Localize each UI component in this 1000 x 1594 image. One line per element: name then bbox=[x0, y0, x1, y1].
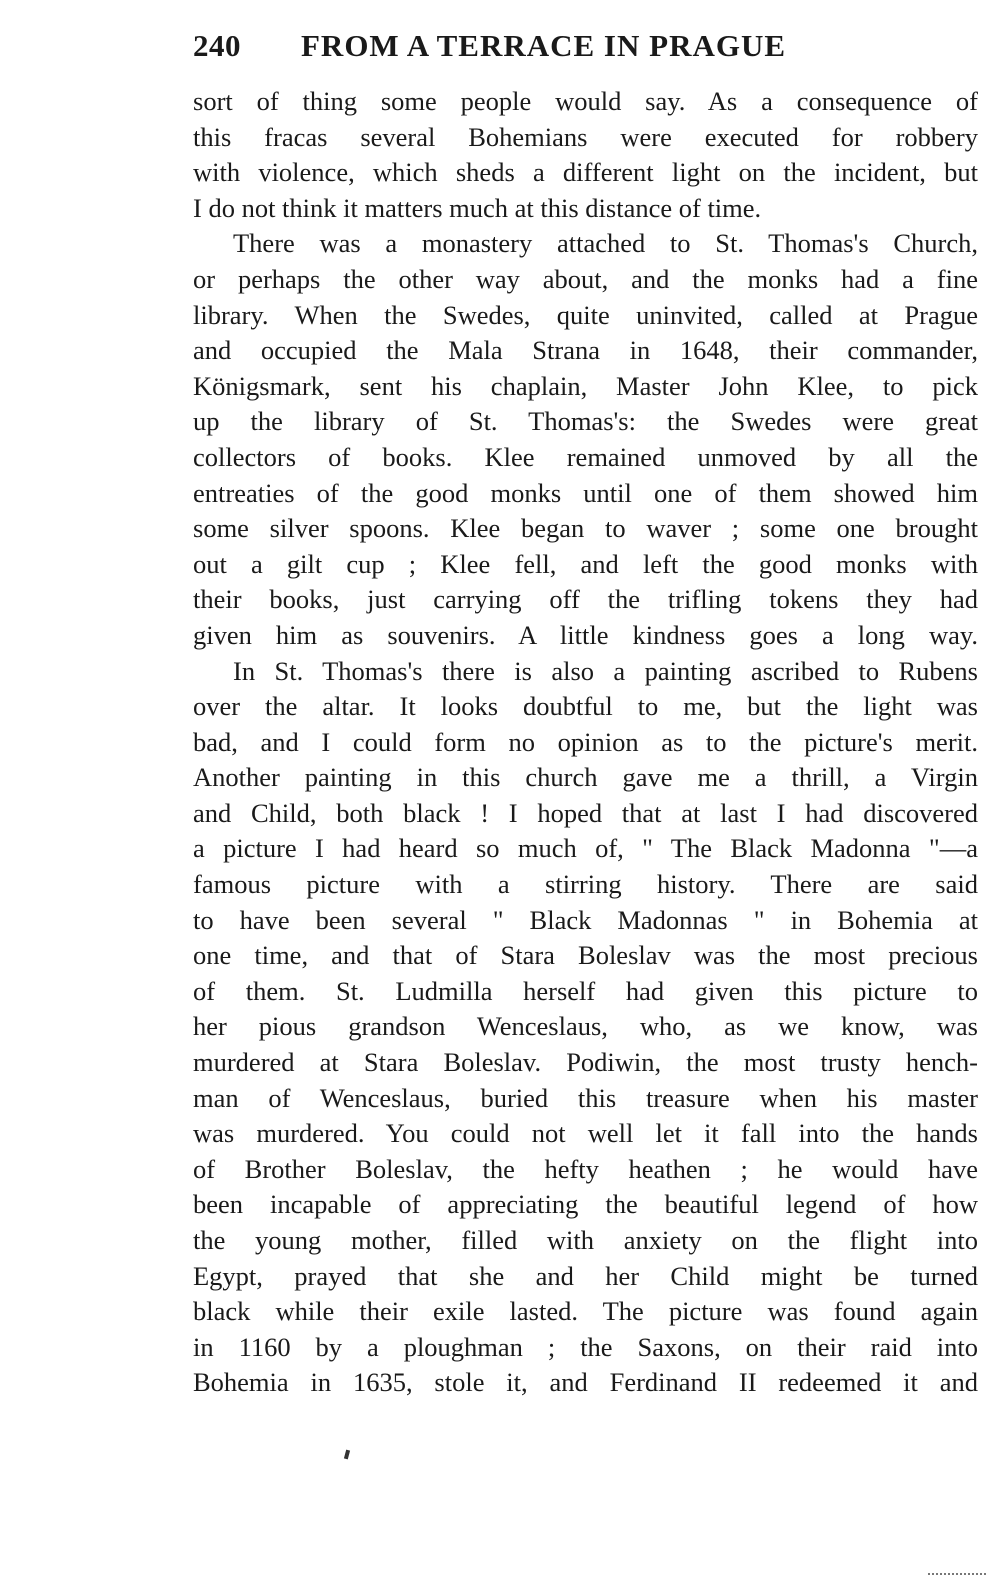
text-line: one time, and that of Stara Boleslav was the most precious bbox=[193, 940, 978, 971]
text-line: her pious grandson Wenceslaus, who, as we know, was bbox=[193, 1011, 978, 1042]
text-line: There was a monastery attached to St. Thomas's Church, bbox=[233, 228, 978, 259]
text-line: was murdered. You could not well let it fall into the hands bbox=[193, 1118, 978, 1149]
text-line: the young mother, filled with anxiety on the flight into bbox=[193, 1225, 978, 1255]
text-line: library. When the Swedes, quite uninvited, called at Prague bbox=[193, 299, 978, 330]
text-line: with violence, which sheds a different light on the incident, but bbox=[193, 157, 978, 188]
text-line: Another painting in this church gave me a thrill, a Virgin bbox=[193, 762, 978, 793]
text-line: some silver spoons. Klee began to waver ; some one brought bbox=[193, 513, 978, 544]
text-line: Egypt, prayed that she and her Child might be turned bbox=[193, 1260, 978, 1291]
page-number: 240 bbox=[193, 28, 241, 63]
running-title: FROM A TERRACE IN PRAGUE bbox=[301, 28, 787, 63]
text-line: and Child, both black ! I hoped that at last I had discovered bbox=[193, 797, 978, 828]
text-line: given him as souvenirs. A little kindness goes a long way. bbox=[193, 619, 978, 650]
text-line: Königsmark, sent his chaplain, Master John Klee, to pick bbox=[193, 370, 978, 401]
text-line: of Brother Boleslav, the hefty heathen ; he would have bbox=[193, 1153, 978, 1184]
running-head bbox=[193, 28, 978, 72]
text-line: up the library of St. Thomas's: the Swedes were great bbox=[193, 406, 978, 437]
text-line: of them. St. Ludmilla herself had given this picture to bbox=[193, 975, 978, 1006]
text-line: or perhaps the other way about, and the monks had a fine bbox=[193, 263, 978, 294]
text-line: black while their exile lasted. The picture was found again bbox=[193, 1296, 978, 1327]
text-line: bad, and I could form no opinion as to the picture's merit. bbox=[193, 726, 978, 757]
text-line: out a gilt cup ; Klee fell, and left the good monks with bbox=[193, 548, 978, 579]
text-line: in 1160 by a ploughman ; the Saxons, on their raid into bbox=[193, 1331, 978, 1362]
text-line: Bohemia in 1635, stole it, and Ferdinand II redeemed it and bbox=[193, 1367, 978, 1398]
ink-speck bbox=[344, 1450, 350, 1460]
text-line: entreaties of the good monks until one of them showed him bbox=[193, 477, 978, 508]
text-line: to have been several " Black Madonnas " in Bohemia at bbox=[193, 904, 978, 935]
text-line: a picture I had heard so much of, " The Black Madonna "—a bbox=[193, 833, 978, 864]
text-line: In St. Thomas's there is also a painting ascribed to Rubens bbox=[233, 655, 978, 686]
text-line: over the altar. It looks doubtful to me, but the light was bbox=[193, 691, 978, 722]
text-line: been incapable of appreciating the beautiful legend of how bbox=[193, 1189, 978, 1220]
text-line: murdered at Stara Boleslav. Podiwin, the most trusty hench- bbox=[193, 1047, 978, 1078]
body-text bbox=[193, 84, 978, 1401]
text-line: collectors of books. Klee remained unmoved by all the bbox=[193, 441, 978, 472]
text-line: sort of thing some people would say. As a consequence of bbox=[193, 86, 978, 116]
text-line: I do not think it matters much at this distance of time. bbox=[193, 192, 762, 223]
text-line: and occupied the Mala Strana in 1648, their commander, bbox=[193, 335, 978, 366]
text-line: man of Wenceslaus, buried this treasure when his master bbox=[193, 1082, 978, 1113]
text-line: their books, just carrying off the trifling tokens they had bbox=[193, 584, 978, 615]
text-line: famous picture with a stirring history. There are said bbox=[193, 869, 978, 900]
scan-edge-marks bbox=[928, 1573, 986, 1577]
text-line: this fracas several Bohemians were executed for robbery bbox=[193, 121, 978, 152]
